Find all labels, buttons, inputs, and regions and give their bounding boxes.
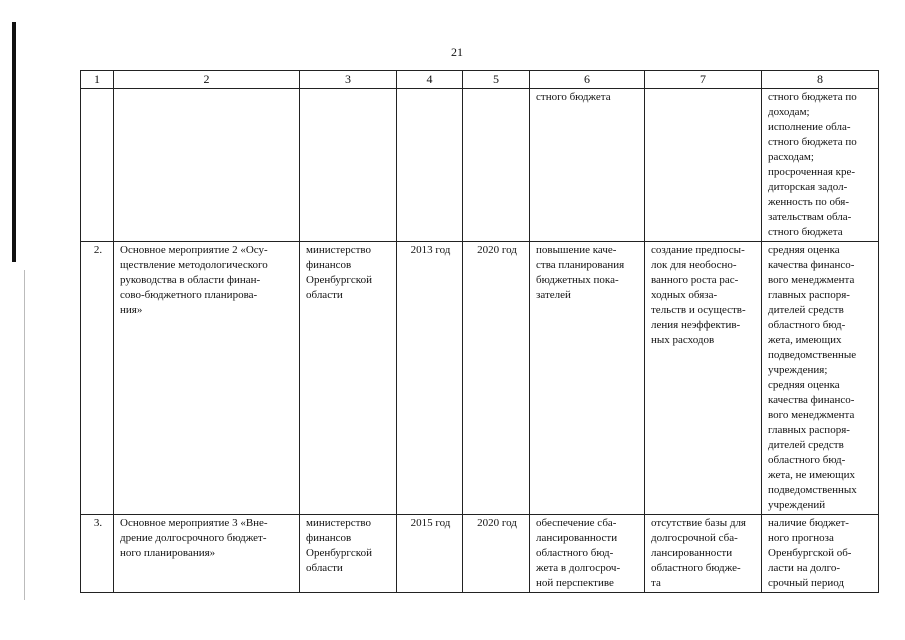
col-header-1: 1	[81, 71, 114, 89]
col-header-8: 8	[762, 71, 879, 89]
page-number: 21	[451, 45, 463, 59]
col-header-7: 7	[645, 71, 762, 89]
program-activities-table	[80, 70, 879, 593]
col-header-5: 5	[463, 71, 530, 89]
end-year: 2020 год	[463, 242, 530, 515]
related-indicators: стного бюджета по доходам; исполнение обла- стного бюджета по расходам; просроченная кре- диторская задол- женность по обя- зательствам обла- стного бюджета	[762, 89, 879, 242]
expected-result: стного бюджета	[530, 89, 645, 242]
table-row	[81, 515, 879, 593]
non-implementation-consequences: отсутствие базы для долгосрочной сба- лансированности областного бюдже- та	[645, 515, 762, 593]
responsible-executor	[300, 89, 397, 242]
col-header-2: 2	[114, 71, 300, 89]
row-number: 2.	[81, 242, 114, 515]
row-number: 3.	[81, 515, 114, 593]
expected-result: повышение каче- ства планирования бюджетных пока- зателей	[530, 242, 645, 515]
related-indicators: средняя оценка качества финансо- вого менеджмента главных распоря- дителей средств областного бюд- жета, имеющих подведомственные учреждения; средняя оценка качества финансо- вого менеджмента главных распоря- дителей средств областного бюд- жета, не имеющих подведомственных учреждений	[762, 242, 879, 515]
start-year: 2015 год	[397, 515, 463, 593]
activity-name: Основное мероприятие 3 «Вне- дрение долгосрочного бюджет- ного планирования»	[114, 515, 300, 593]
col-header-6: 6	[530, 71, 645, 89]
activity-name	[114, 89, 300, 242]
left-edge-mark	[12, 22, 16, 262]
responsible-executor: министерство финансов Оренбургской области	[300, 515, 397, 593]
start-year	[397, 89, 463, 242]
table-row	[81, 242, 879, 515]
end-year: 2020 год	[463, 515, 530, 593]
table-header-row	[81, 71, 879, 89]
start-year: 2013 год	[397, 242, 463, 515]
col-header-4: 4	[397, 71, 463, 89]
responsible-executor: министерство финансов Оренбургской области	[300, 242, 397, 515]
activity-name: Основное мероприятие 2 «Осу- ществление методологического руководства в области финан- сово-бюджетного планирова- ния»	[114, 242, 300, 515]
expected-result: обеспечение сба- лансированности областного бюд- жета в долгосроч- ной перспективе	[530, 515, 645, 593]
table-row	[81, 89, 879, 242]
end-year	[463, 89, 530, 242]
left-edge-shadow	[24, 270, 25, 600]
row-number	[81, 89, 114, 242]
related-indicators: наличие бюджет- ного прогноза Оренбургской об- ласти на долго- срочный период	[762, 515, 879, 593]
non-implementation-consequences	[645, 89, 762, 242]
col-header-3: 3	[300, 71, 397, 89]
non-implementation-consequences: создание предпосы- лок для необосно- ванного роста рас- ходных обяза- тельств и осуществ- ления неэффектив- ных расходов	[645, 242, 762, 515]
